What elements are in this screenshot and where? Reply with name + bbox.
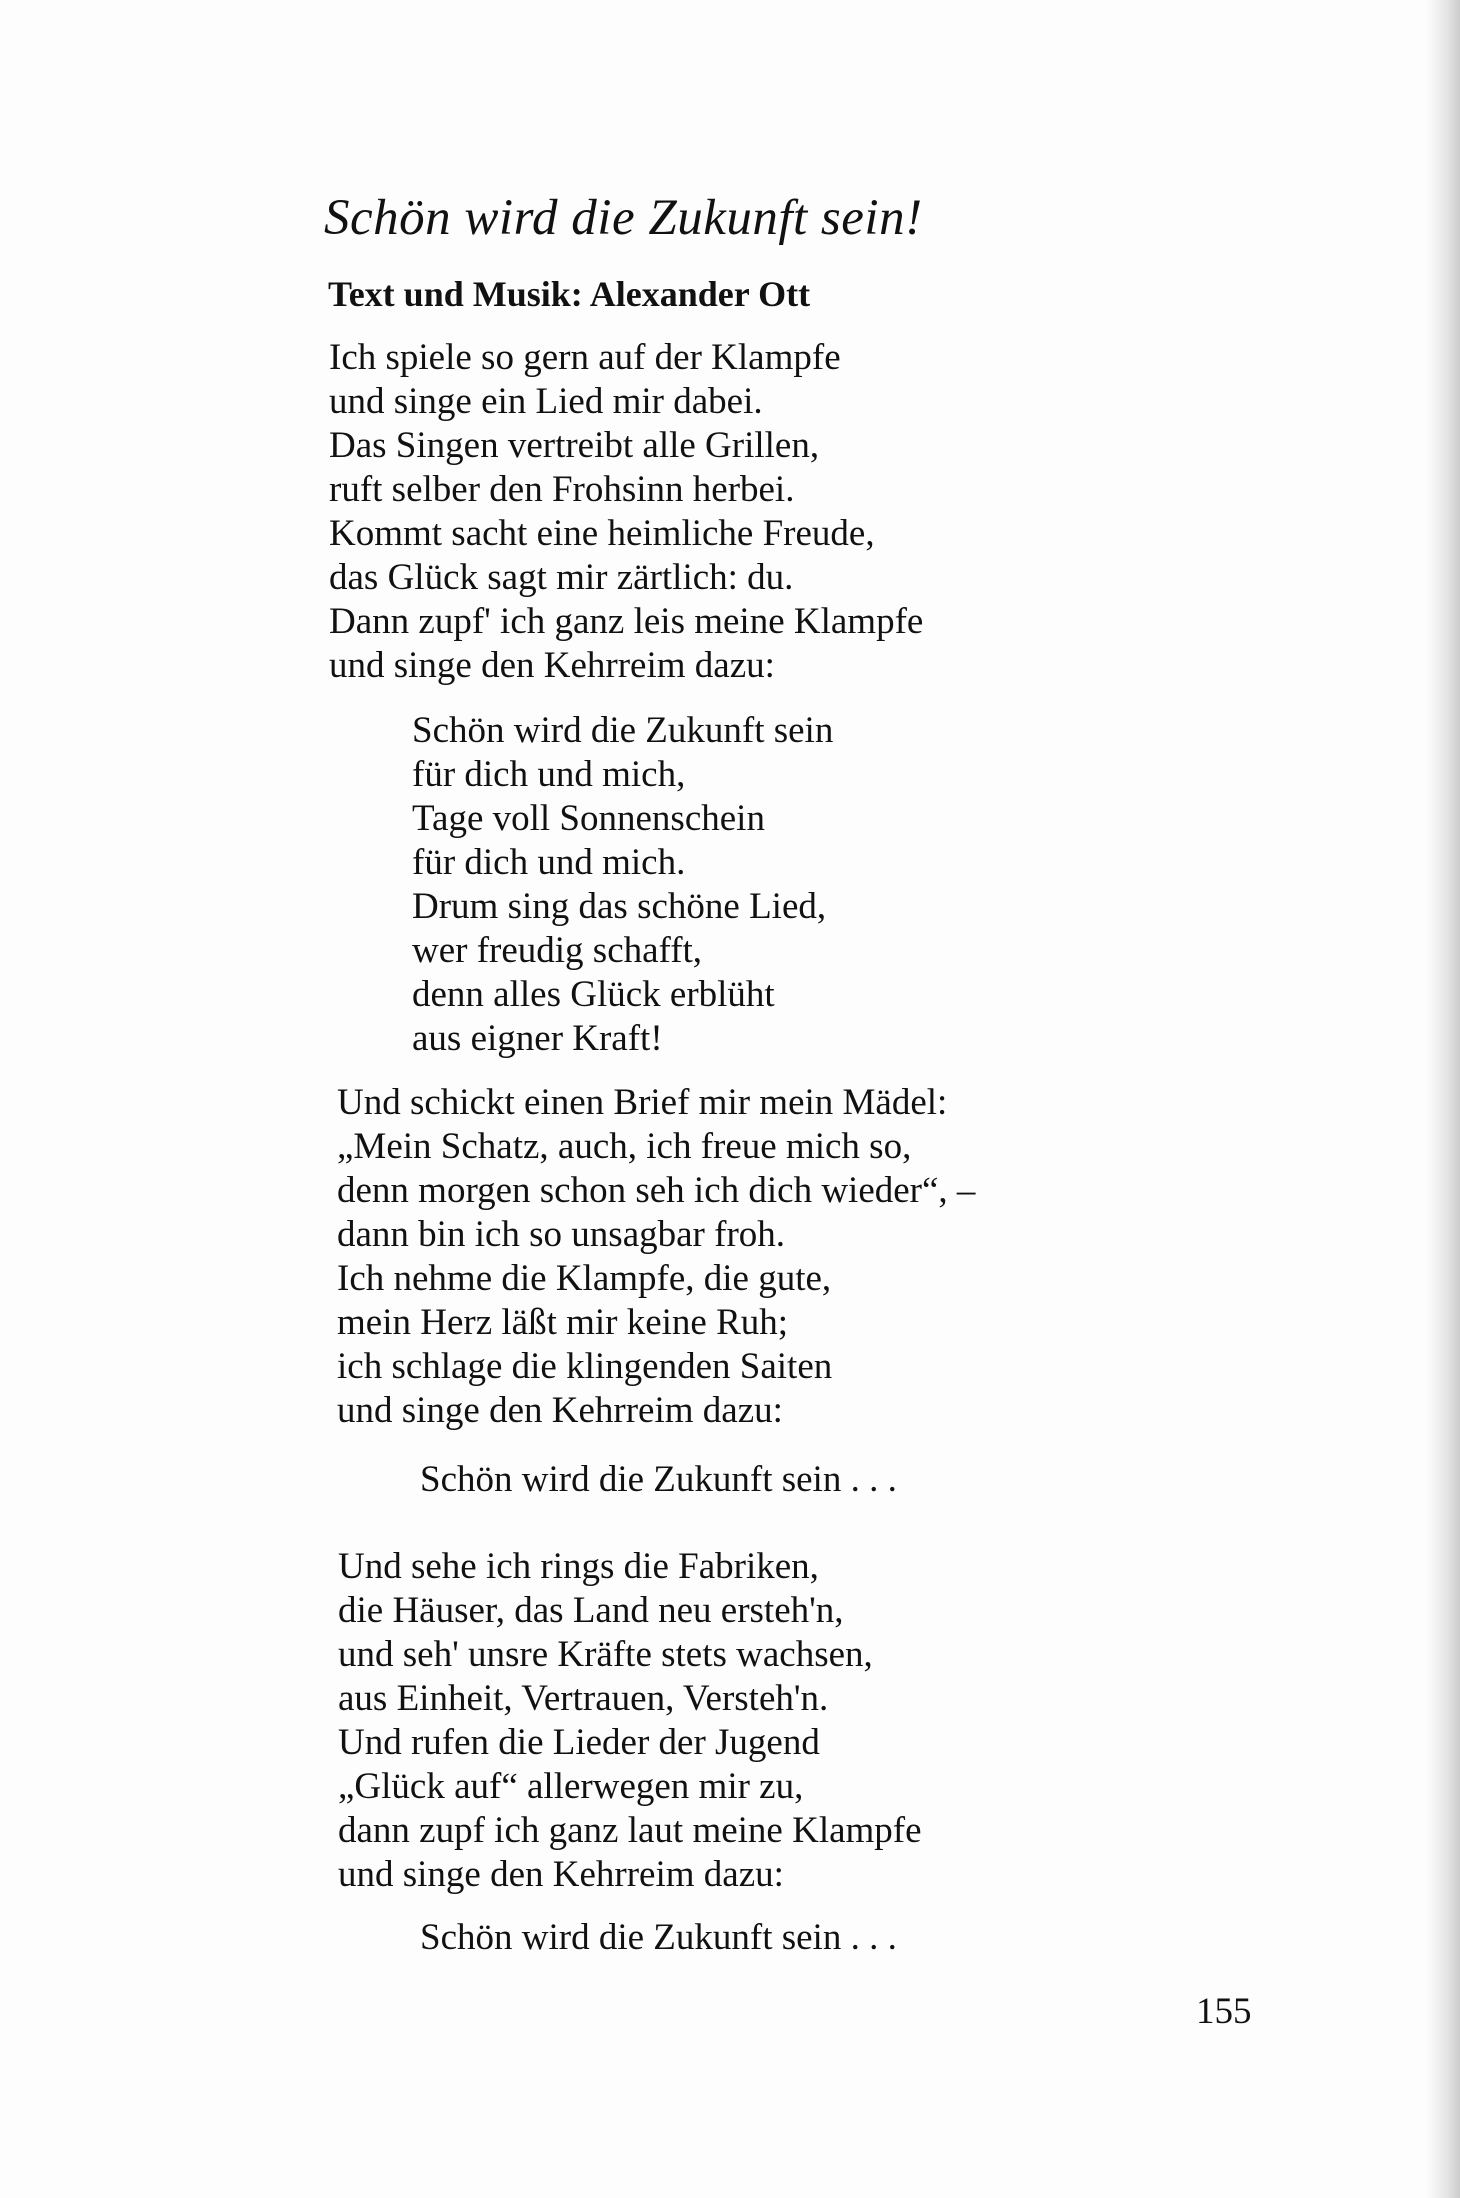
verse-line: und singe ein Lied mir dabei. <box>329 381 763 422</box>
refrain-line: aus eigner Kraft! <box>412 1018 663 1059</box>
verse-line: denn morgen schon seh ich dich wieder“, – <box>337 1170 976 1211</box>
verse-line: und singe den Kehrreim dazu: <box>337 1390 783 1431</box>
verse-line: und singe den Kehrreim dazu: <box>338 1854 784 1895</box>
verse-line: Dann zupf' ich ganz leis meine Klampfe <box>329 601 924 642</box>
verse-line: das Glück sagt mir zärtlich: du. <box>329 557 794 598</box>
verse-line: dann zupf ich ganz laut meine Klampfe <box>338 1810 922 1851</box>
page-edge-shadow <box>1426 0 1460 2198</box>
verse-line: Ich nehme die Klampfe, die gute, <box>337 1258 832 1299</box>
refrain-reference-line: Schön wird die Zukunft sein . . . <box>420 1917 897 1958</box>
refrain-line: Schön wird die Zukunft sein <box>412 710 834 751</box>
verse-line: Ich spiele so gern auf der Klampfe <box>329 337 841 378</box>
verse-line: Das Singen vertreibt alle Grillen, <box>329 425 820 466</box>
verse-line: aus Einheit, Vertrauen, Versteh'n. <box>338 1678 829 1719</box>
refrain-line: für dich und mich, <box>412 754 686 795</box>
verse-line: „Glück auf“ allerwegen mir zu, <box>338 1766 804 1807</box>
stanza-1 <box>329 336 923 688</box>
refrain-line: denn alles Glück erblüht <box>412 974 775 1015</box>
refrain-reference-1 <box>420 1458 897 1502</box>
verse-line: Kommt sacht eine heimliche Freude, <box>329 513 875 554</box>
refrain-line: für dich und mich. <box>412 842 686 883</box>
verse-line: mein Herz läßt mir keine Ruh; <box>337 1302 789 1343</box>
refrain-line: Tage voll Sonnenschein <box>412 798 765 839</box>
song-credit: Text und Musik: Alexander Ott <box>328 274 811 314</box>
refrain-reference-line: Schön wird die Zukunft sein . . . <box>420 1459 897 1500</box>
refrain-line: Drum sing das schöne Lied, <box>412 886 827 927</box>
stanza-2 <box>337 1081 975 1433</box>
stanza-3 <box>338 1545 922 1897</box>
verse-line: Und schickt einen Brief mir mein Mädel: <box>337 1082 948 1123</box>
verse-line: ruft selber den Frohsinn herbei. <box>329 469 795 510</box>
verse-line: dann bin ich so unsagbar froh. <box>337 1214 786 1255</box>
page-number: 155 <box>1196 1991 1252 2032</box>
song-title: Schön wird die Zukunft sein! <box>324 190 923 246</box>
verse-line: und singe den Kehrreim dazu: <box>329 645 775 686</box>
refrain-line: wer freudig schafft, <box>412 930 703 971</box>
verse-line: „Mein Schatz, auch, ich freue mich so, <box>337 1126 912 1167</box>
refrain <box>412 709 833 1061</box>
verse-line: die Häuser, das Land neu ersteh'n, <box>338 1590 844 1631</box>
verse-line: und seh' unsre Kräfte stets wachsen, <box>338 1634 873 1675</box>
refrain-reference-2 <box>420 1916 897 1960</box>
verse-line: ich schlage die klingenden Saiten <box>337 1346 833 1387</box>
verse-line: Und sehe ich rings die Fabriken, <box>338 1546 819 1587</box>
verse-line: Und rufen die Lieder der Jugend <box>338 1722 820 1763</box>
